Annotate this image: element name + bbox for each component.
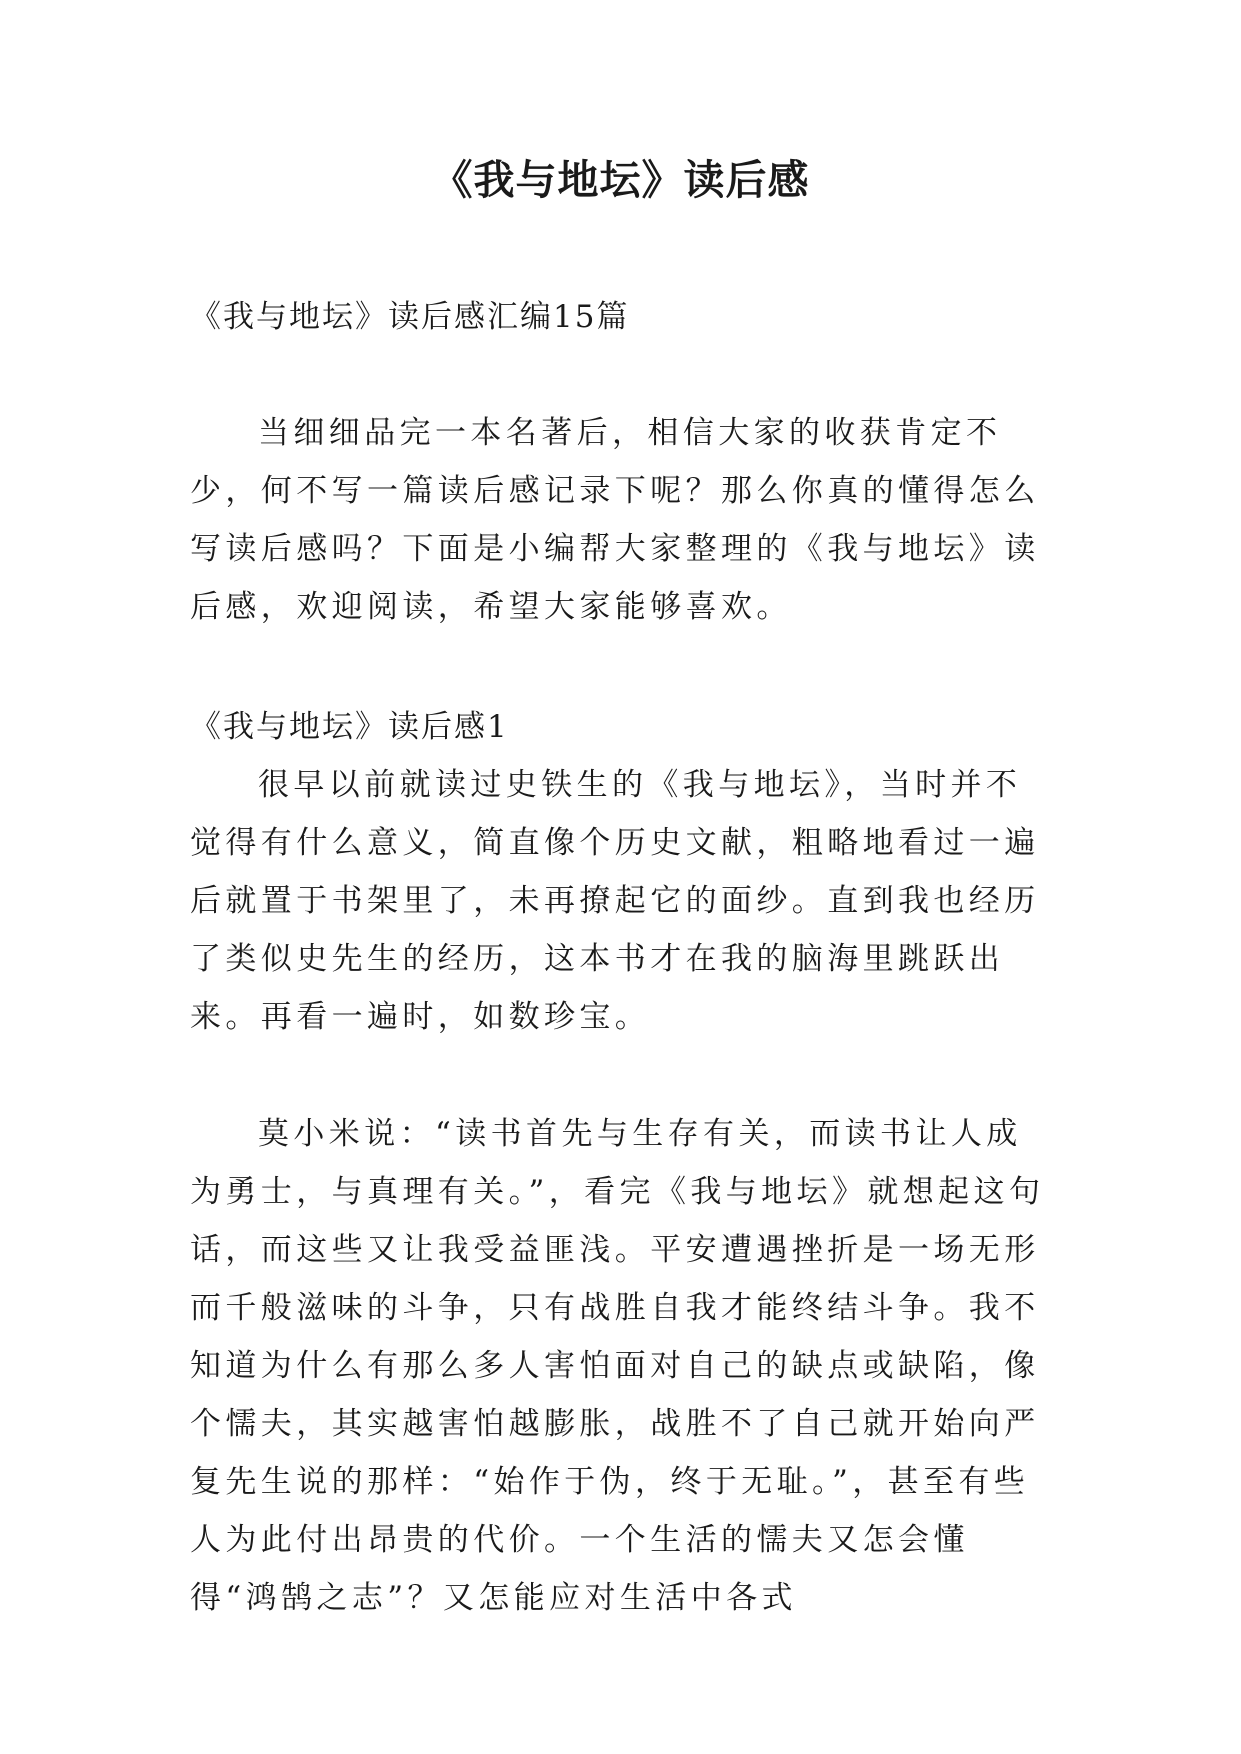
document-subtitle: 《我与地坛》读后感汇编15篇 — [190, 299, 630, 335]
body-paragraph-1: 很早以前就读过史铁生的《我与地坛》，当时并不觉得有什么意义，简直像个历史文献，粗略地看过一遍后就置于书架里了，未再撩起它的面纱。直到我也经历了类似史先生的经历，这本书才在我的脑海里跳跃出来。再看一遍时，如数珍宝。 — [190, 767, 1040, 1035]
body-paragraph-2: 莫小米说：“读书首先与生存有关，而读书让人成为勇士，与真理有关。”，看完《我与地坛》就想起这句话，而这些又让我受益匪浅。平安遭遇挫折是一场无形而千般滋味的斗争，只有战胜自我才能终结斗争。我不知道为什么有那么多人害怕面对自己的缺点或缺陷，像个懦夫，其实越害怕越膨胀，战胜不了自己就开始向严复先生说的那样：“始作于伪，终于无耻。”，甚至有些人为此付出昂贵的代价。一个生活的懦夫又怎会懂得“鸿鹄之志”？又怎能应对生活中各式 — [190, 1116, 1045, 1616]
document-title: 《我与地坛》读后感 — [431, 156, 810, 204]
section-heading: 《我与地坛》读后感1 — [190, 709, 509, 745]
intro-paragraph: 当细细品完一本名著后，相信大家的收获肯定不少，何不写一篇读后感记录下呢？那么你真的懂得怎么写读后感吗？下面是小编帮大家整理的《我与地坛》读后感，欢迎阅读，希望大家能够喜欢。 — [190, 415, 1040, 625]
